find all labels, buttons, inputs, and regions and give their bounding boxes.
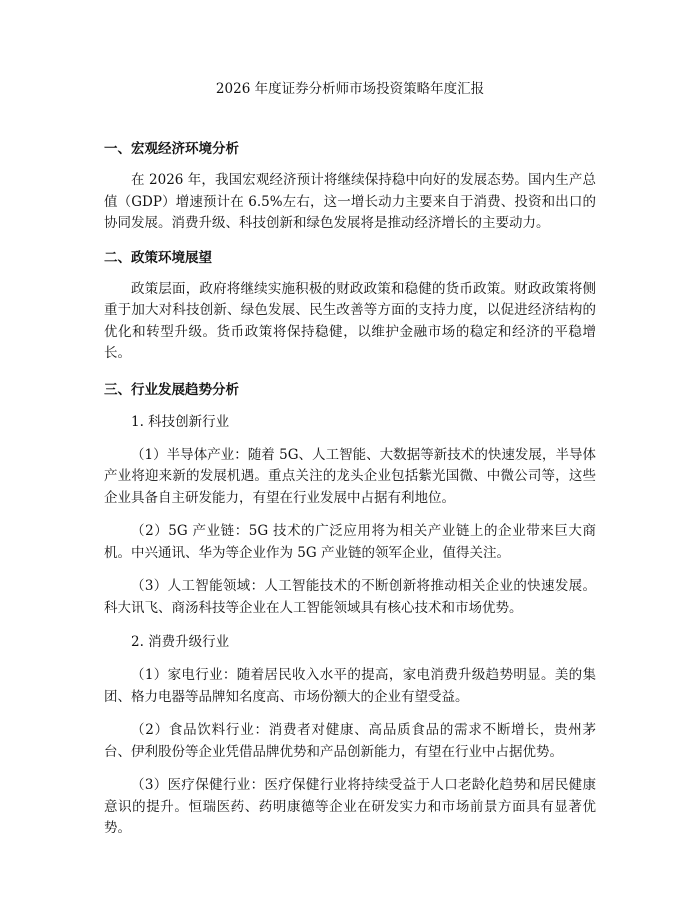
- list-item-semiconductor: （1）半导体产业：随着 5G、人工智能、大数据等新技术的快速发展，半导体产业将迎来新的发展机遇。重点关注的龙头企业包括紫光国微、中微公司等，这些企业具备自主研发能力，有望在行业发展中占据有利地位。: [104, 446, 596, 506]
- section-paragraph-policy: 政策层面，政府将继续实施积极的财政政策和稳健的货币政策。财政政策将侧重于加大对科技创新、绿色发展、民生改善等方面的支持力度，以促进经济结构的优化和转型升级。货币政策将保持稳健，以维护金融市场的稳定和经济的平稳增长。: [104, 280, 596, 361]
- list-item-appliances: （1）家电行业：随着居民收入水平的提高，家电消费升级趋势明显。美的集团、格力电器等品牌知名度高、市场份额大的企业有望受益。: [104, 667, 596, 705]
- list-item-5g: （2）5G 产业链：5G 技术的广泛应用将为相关产业链上的企业带来巨大商机。中兴通讯、华为等企业作为 5G 产业链的领军企业，值得关注。: [104, 523, 596, 561]
- document-body: [104, 138, 596, 840]
- list-item-ai: （3）人工智能领域：人工智能技术的不断创新将推动相关企业的快速发展。科大讯飞、商汤科技等企业在人工智能领域具有核心技术和市场优势。: [104, 578, 596, 616]
- subsection-heading-tech: 1. 科技创新行业: [131, 413, 230, 430]
- section-paragraph-macro: 在 2026 年，我国宏观经济预计将继续保持稳中向好的发展态势。国内生产总值（GDP）增速预计在 6.5%左右，这一增长动力主要来自于消费、投资和出口的协同发展。消费升级、科技创新和绿色发展将是推动经济增长的主要动力。: [104, 172, 596, 231]
- list-item-healthcare: （3）医疗保健行业：医疗保健行业将持续受益于人口老龄化趋势和居民健康意识的提升。恒瑞医药、药明康德等企业在研发实力和市场前景方面具有显著优势。: [104, 777, 596, 836]
- section-heading-policy: 二、政策环境展望: [104, 249, 212, 266]
- list-item-food-beverage: （2）食品饮料行业：消费者对健康、高品质食品的需求不断增长，贵州茅台、伊利股份等企业凭借品牌优势和产品创新能力，有望在行业中占据优势。: [104, 722, 596, 760]
- section-heading-macro: 一、宏观经济环境分析: [104, 141, 239, 157]
- section-heading-industry: 三、行业发展趋势分析: [104, 381, 239, 398]
- subsection-heading-consumer: 2. 消费升级行业: [131, 634, 230, 650]
- document-title: 2026 年度证券分析师市场投资策略年度汇报: [215, 81, 485, 97]
